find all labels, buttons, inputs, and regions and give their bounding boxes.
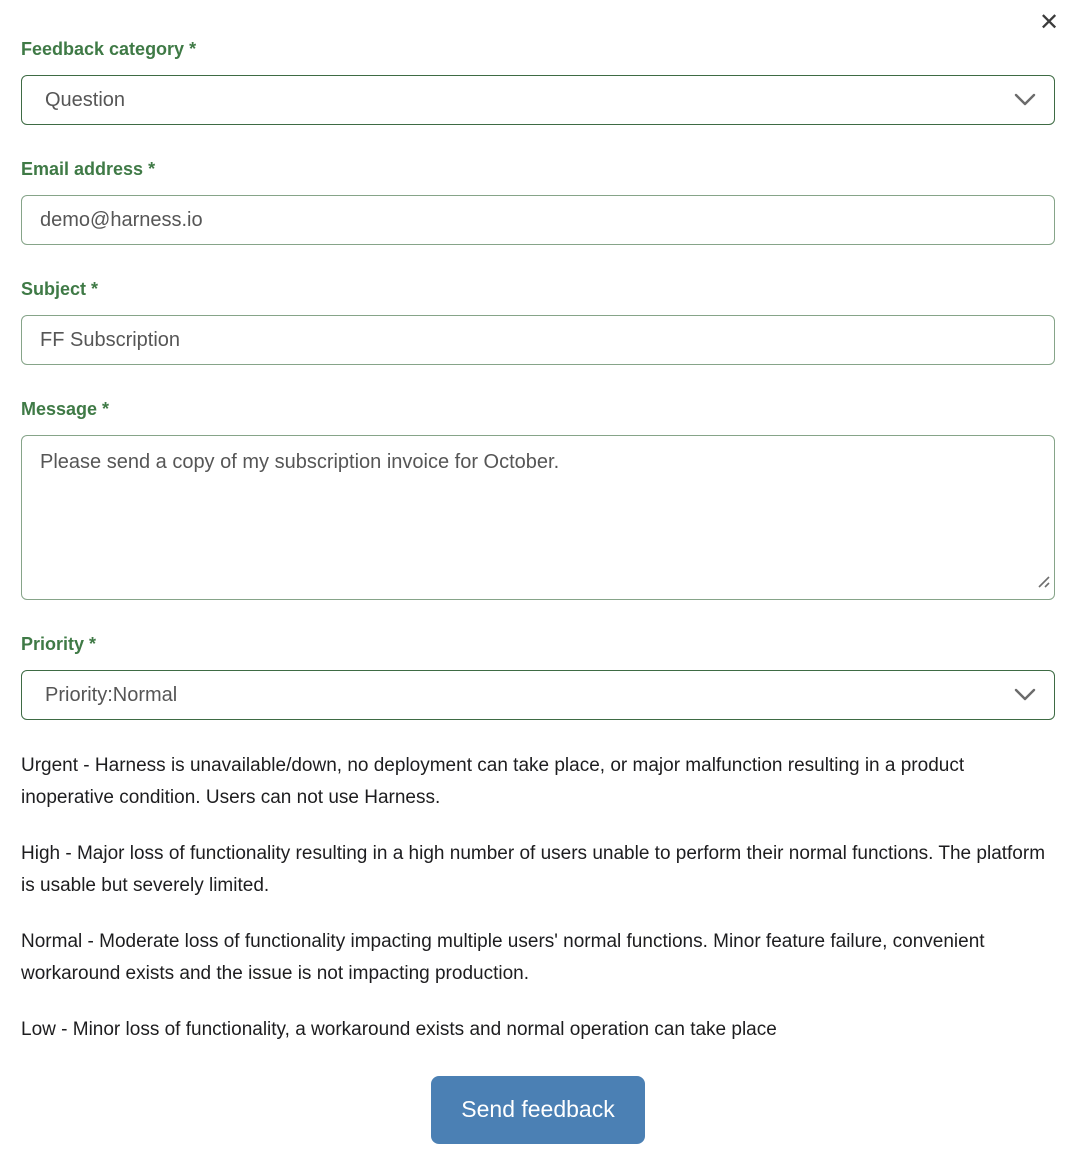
priority-help-low: Low - Minor loss of functionality, a workaround exists and normal operation can take place: [21, 1019, 777, 1040]
subject-label: Subject *: [21, 279, 99, 299]
send-feedback-button[interactable]: Send feedback: [431, 1076, 644, 1144]
message-field[interactable]: [21, 435, 1055, 600]
chevron-down-icon: [1014, 93, 1036, 107]
feedback-category-label: Feedback category *: [21, 39, 197, 59]
message-label: Message *: [21, 399, 110, 419]
message-field-wrap: [21, 435, 1055, 600]
email-field[interactable]: [21, 195, 1055, 245]
priority-help-urgent: Urgent - Harness is unavailable/down, no deployment can take place, or major malfunction resulting in a product inoperative condition. Users can not use Harness.: [21, 755, 965, 808]
subject-field[interactable]: [21, 315, 1055, 365]
priority-help-high: High - Major loss of functionality resulting in a high number of users unable to perform their normal functions. The platform is usable but severely limited.: [21, 843, 1046, 896]
close-icon[interactable]: ✕: [1038, 9, 1060, 36]
submit-row: [21, 1076, 1055, 1144]
priority-select[interactable]: [21, 670, 1055, 720]
feedback-category-value: Question: [45, 88, 126, 111]
email-label: Email address *: [21, 159, 156, 179]
priority-value: Priority:Normal: [45, 683, 178, 706]
priority-label: Priority *: [21, 634, 97, 654]
priority-help-text: [21, 750, 1055, 1046]
chevron-down-icon: [1014, 688, 1036, 702]
priority-help-normal: Normal - Moderate loss of functionality impacting multiple users' normal functions. Minor feature failure, convenient workaround exists and the issue is not impacting production.: [21, 931, 985, 984]
feedback-category-select[interactable]: [21, 75, 1055, 125]
